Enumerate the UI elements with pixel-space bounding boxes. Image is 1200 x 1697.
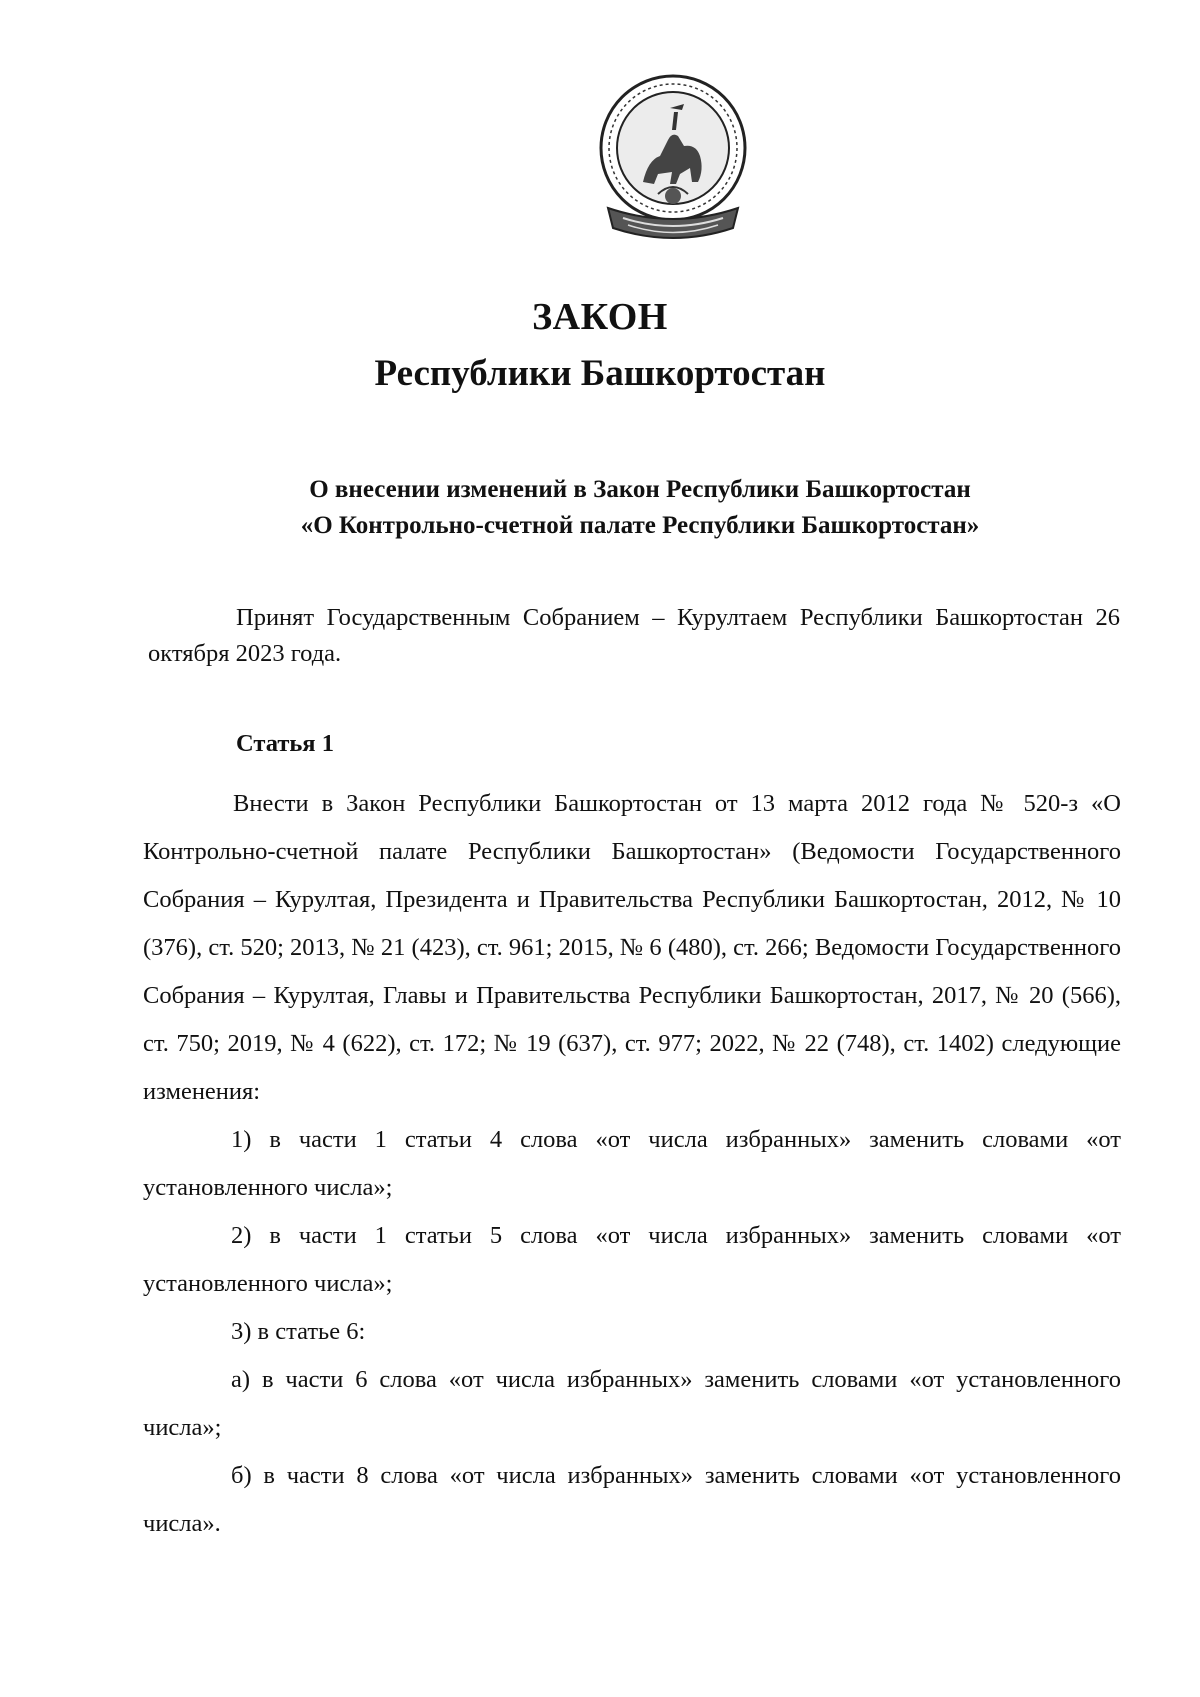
law-name-line-2: «О Контрольно-счетной палате Республики Башкортостан»: [300, 512, 980, 539]
list-item: 1) в части 1 статьи 4 слова «от числа избранных» заменить словами «от установленного числа»;: [143, 1126, 1121, 1201]
list-item: 3) в статье 6:: [231, 1318, 366, 1345]
article-heading: Статья 1: [236, 730, 334, 757]
adoption-statement: Принят Государственным Собранием – Курултаем Республики Башкортостан 26 октября 2023 года.: [148, 604, 1120, 667]
list-item: б) в части 8 слова «от числа избранных» заменить словами «от установленного числа».: [143, 1462, 1121, 1537]
document-subtitle: Республики Башкортостан: [374, 353, 826, 394]
document-title: ЗАКОН: [532, 296, 668, 338]
list-item: 2) в части 1 статьи 5 слова «от числа избранных» заменить словами «от установленного числа»;: [143, 1222, 1121, 1297]
list-item: а) в части 6 слова «от числа избранных» заменить словами «от установленного числа»;: [143, 1366, 1121, 1441]
coat-of-arms-emblem-icon: [588, 70, 758, 250]
law-name-line-1: О внесении изменений в Закон Республики Башкортостан: [309, 476, 971, 503]
article-intro: Внести в Закон Республики Башкортостан от 13 марта 2012 года № 520-з «О Контрольно-счетной палате Республики Башкортостан» (Ведомости Государственного Собрания – Курултая, Президента и Правительства Республики Башкортостан, 2012, № 10 (376), ст. 520; 2013, № 21 (423), ст. 961; 2015, № 6 (480), ст. 266; Ведомости Государственного Собрания – Курултая, Главы и Правительства Республики Башкортостан, 2017, № 20 (566), ст. 750; 2019, № 4 (622), ст. 172; № 19 (637), ст. 977; 2022, № 22 (748), ст. 1402) следующие изменения:: [143, 790, 1121, 1105]
law-name: [150, 472, 1130, 544]
article-body: [143, 780, 1121, 1548]
